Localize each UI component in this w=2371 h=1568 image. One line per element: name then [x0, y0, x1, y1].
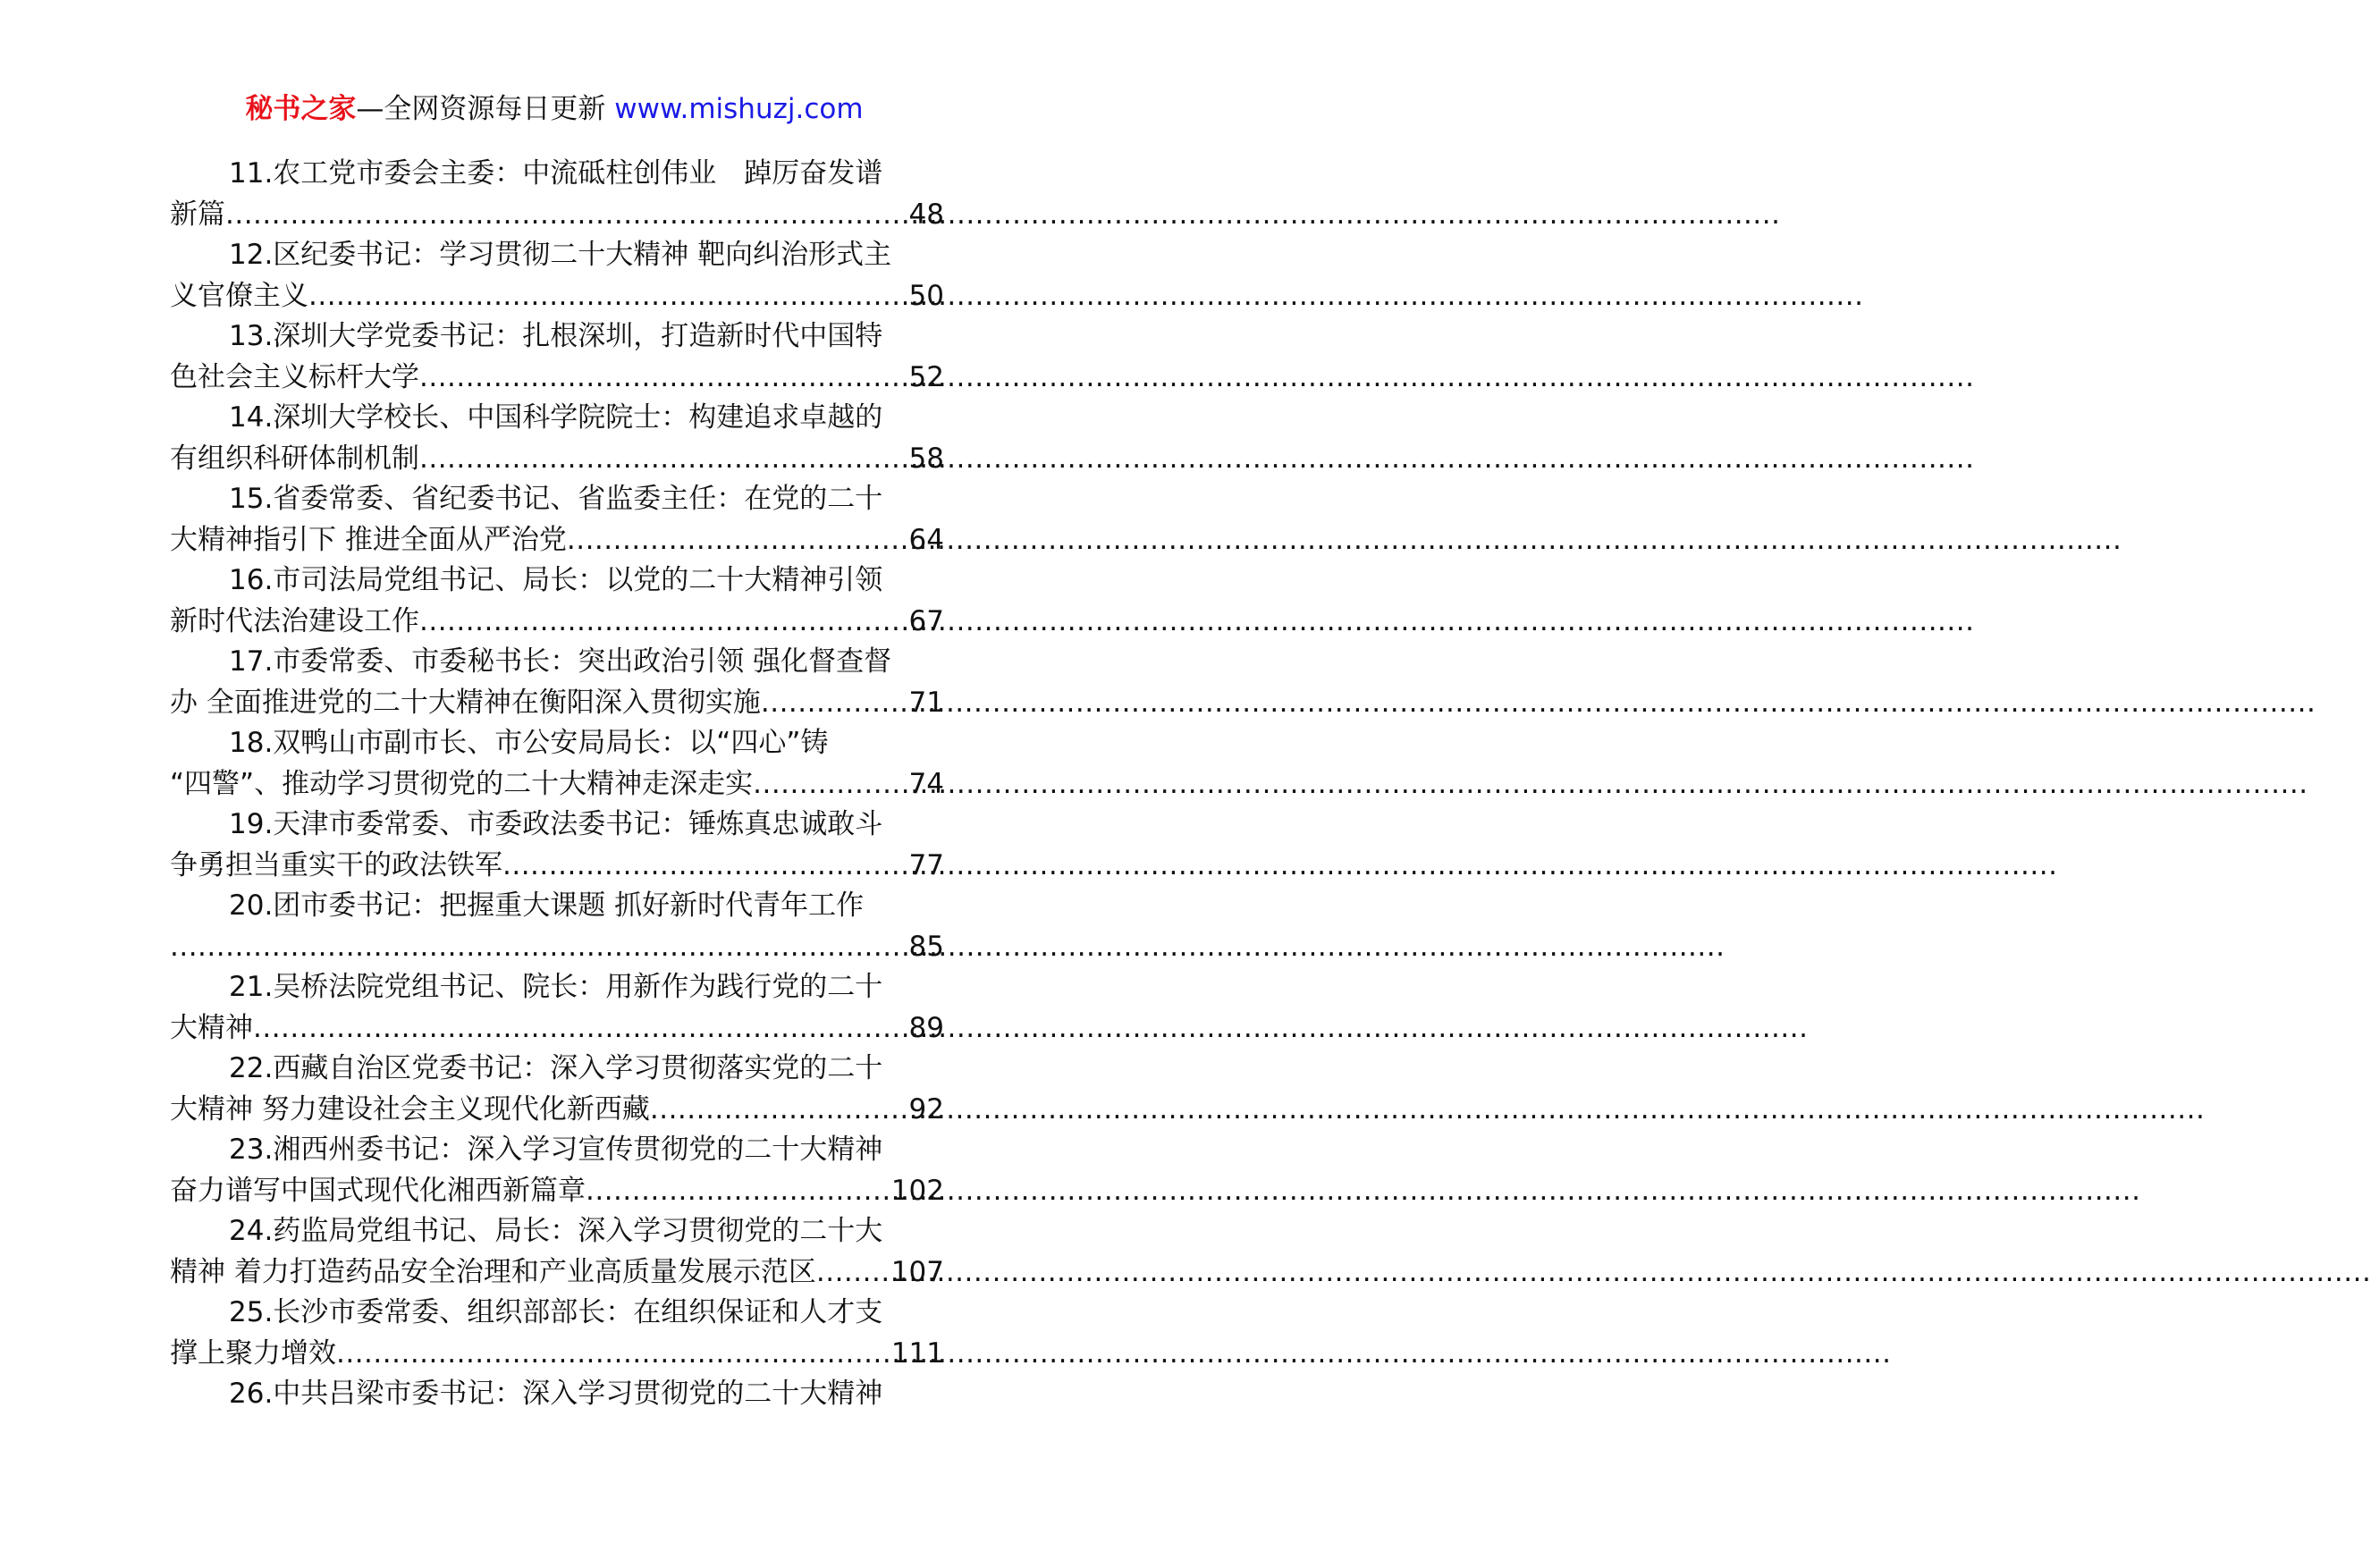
- toc-entry[interactable]: [170, 479, 944, 561]
- toc-entry-continuation-line: [170, 1008, 944, 1050]
- toc-entry-title: 22.西藏自治区党委书记：深入学习贯彻落实党的二十: [229, 1052, 883, 1084]
- table-of-contents: [170, 154, 944, 1415]
- toc-entry[interactable]: [170, 1130, 944, 1211]
- toc-entry-title: 13.深圳大学党委书记：扎根深圳，打造新时代中国特: [229, 320, 883, 352]
- toc-page-number: 111: [890, 1336, 944, 1370]
- dot-leader: [502, 846, 909, 887]
- toc-page-number: 58: [908, 442, 944, 475]
- toc-entry-title-line: [170, 235, 944, 276]
- dot-leader: [816, 1252, 891, 1294]
- toc-entry-continuation-line: [170, 276, 944, 317]
- toc-entry-title: 16.市司法局党组书记、局长：以党的二十大精神引领: [229, 564, 883, 596]
- toc-entry-title-line: [170, 1293, 944, 1334]
- toc-entry-continuation-line: [170, 439, 944, 480]
- toc-entry-title-continued: 大精神指引下 推进全面从严治党: [170, 523, 567, 556]
- dot-leader: [336, 1334, 891, 1375]
- toc-entry-title: 15.省委常委、省纪委书记、省监委主任：在党的二十: [229, 483, 883, 515]
- dot-leader: [419, 602, 909, 643]
- toc-entry[interactable]: [170, 1049, 944, 1130]
- toc-entry[interactable]: [170, 154, 944, 235]
- toc-entry-title-continued: 撑上聚力增效: [170, 1336, 336, 1370]
- toc-entry-title-continued: 新时代法治建设工作: [170, 604, 419, 637]
- toc-entry-title-line: [170, 1211, 944, 1252]
- toc-entry-title-continued: 有组织科研体制机制: [170, 442, 419, 475]
- toc-page-number: 67: [908, 604, 944, 637]
- toc-entry-title-continued: 争勇担当重实干的政法铁军: [170, 848, 502, 881]
- website-url[interactable]: www.mishuzj.com: [605, 93, 864, 125]
- toc-entry-continuation-line: [170, 520, 944, 561]
- dot-leader: [419, 358, 909, 399]
- toc-entry-title-line: [170, 479, 944, 520]
- toc-entry-title-line: [170, 1049, 944, 1090]
- toc-entry[interactable]: [170, 1374, 944, 1415]
- toc-page-number: 89: [908, 1011, 944, 1044]
- toc-entry-continuation-line: [170, 764, 944, 805]
- document-page: [0, 0, 1109, 1568]
- dot-leader: [650, 1090, 909, 1131]
- dot-leader: [253, 1008, 909, 1050]
- toc-entry-title-line: [170, 805, 944, 846]
- toc-page-number: 77: [908, 848, 944, 881]
- toc-entry-title-continued: 色社会主义标杆大学: [170, 360, 419, 393]
- toc-entry-title: 14.深圳大学校长、中国科学院院士：构建追求卓越的: [229, 401, 883, 434]
- toc-entry-continuation-line: [170, 358, 944, 399]
- toc-entry-continuation-line: [170, 927, 944, 968]
- toc-entry-continuation-line: [170, 1334, 944, 1375]
- toc-entry[interactable]: [170, 805, 944, 886]
- toc-entry[interactable]: [170, 642, 944, 723]
- toc-page-number: 71: [908, 686, 944, 719]
- toc-entry-title: 21.吴桥法院党组书记、院长：用新作为践行党的二十: [229, 971, 883, 1003]
- toc-page-number: 102: [890, 1174, 944, 1207]
- toc-page-number: 52: [908, 360, 944, 393]
- toc-entry-title-continued: 大精神 努力建设社会主义现代化新西藏: [170, 1092, 650, 1125]
- toc-entry[interactable]: [170, 398, 944, 479]
- dot-leader: [419, 439, 909, 480]
- toc-entry-title-line: [170, 398, 944, 439]
- toc-entry-title-line: [170, 154, 944, 195]
- toc-entry-title-continued: 大精神: [170, 1011, 253, 1044]
- toc-entry-title-line: [170, 561, 944, 602]
- toc-page-number: 48: [908, 198, 944, 231]
- toc-entry-title-line: [170, 967, 944, 1008]
- toc-entry-title-continued: 奋力谱写中国式现代化湘西新篇章: [170, 1174, 586, 1207]
- toc-entry-continuation-line: [170, 683, 944, 724]
- toc-entry[interactable]: [170, 967, 944, 1049]
- toc-entry-title-line: [170, 723, 944, 764]
- header-tagline: —全网资源每日更新: [356, 93, 606, 125]
- dot-leader: [225, 195, 909, 236]
- page-header: [0, 91, 1109, 127]
- toc-entry-title: 24.药监局党组书记、局长：深入学习贯彻党的二十大: [229, 1215, 883, 1247]
- toc-entry-title-continued: 新篇: [170, 198, 225, 231]
- toc-page-number: 85: [908, 930, 944, 963]
- toc-entry-continuation-line: [170, 1252, 944, 1294]
- toc-entry-title-line: [170, 316, 944, 358]
- toc-page-number: 107: [890, 1255, 944, 1288]
- toc-entry-title: 11.农工党市委会主委：中流砥柱创伟业 踔厉奋发谱: [229, 157, 883, 190]
- toc-page-number: 64: [908, 523, 944, 556]
- toc-entry-continuation-line: [170, 1171, 944, 1212]
- dot-leader: [761, 683, 909, 724]
- toc-entry-title: 18.双鸭山市副市长、市公安局局长：以“四心”铸: [229, 727, 829, 759]
- toc-entry-continuation-line: [170, 1090, 944, 1131]
- toc-entry-title-continued: 办 全面推进党的二十大精神在衡阳深入贯彻实施: [170, 686, 761, 719]
- dot-leader: [586, 1171, 891, 1212]
- toc-entry[interactable]: [170, 723, 944, 805]
- toc-entry-title-continued: 精神 着力打造药品安全治理和产业高质量发展示范区: [170, 1255, 816, 1288]
- toc-entry-title: 23.湘西州委书记：深入学习宣传贯彻党的二十大精神: [229, 1134, 883, 1166]
- toc-entry-title: 19.天津市委常委、市委政法委书记：锤炼真忠诚敢斗: [229, 808, 883, 840]
- toc-entry-continuation-line: [170, 602, 944, 643]
- toc-page-number: 92: [908, 1092, 944, 1125]
- toc-entry[interactable]: [170, 1211, 944, 1293]
- toc-entry-title: 17.市委常委、市委秘书长：突出政治引领 强化督查督: [229, 645, 892, 678]
- toc-entry[interactable]: [170, 316, 944, 398]
- toc-entry[interactable]: [170, 1293, 944, 1374]
- toc-entry-title: 20.团市委书记：把握重大课题 抓好新时代青年工作: [229, 889, 865, 922]
- toc-entry[interactable]: [170, 235, 944, 316]
- brand-name: 秘书之家: [245, 93, 357, 125]
- toc-entry-title-line: [170, 642, 944, 683]
- toc-page-number: 50: [908, 279, 944, 312]
- toc-entry-title-line: [170, 1374, 944, 1415]
- toc-entry-continuation-line: [170, 846, 944, 887]
- toc-entry-continuation-line: [170, 195, 944, 236]
- toc-entry-title-line: [170, 1130, 944, 1171]
- toc-entry-title-continued: 义官僚主义: [170, 279, 308, 312]
- dot-leader: [308, 276, 909, 317]
- dot-leader: [753, 764, 908, 805]
- dot-leader: [170, 927, 909, 968]
- toc-entry-title-continued: “四警”、推动学习贯彻党的二十大精神走深走实: [170, 767, 754, 800]
- dot-leader: [567, 520, 909, 561]
- toc-entry-title: 12.区纪委书记：学习贯彻二十大精神 靶向纠治形式主: [229, 239, 892, 271]
- toc-entry[interactable]: [170, 561, 944, 642]
- toc-entry-title-line: [170, 886, 944, 927]
- toc-page-number: 74: [908, 767, 944, 800]
- toc-entry-title: 26.中共吕梁市委书记：深入学习贯彻党的二十大精神: [229, 1378, 883, 1410]
- toc-entry-title: 25.长沙市委常委、组织部部长：在组织保证和人才支: [229, 1296, 883, 1328]
- toc-entry[interactable]: [170, 886, 944, 967]
